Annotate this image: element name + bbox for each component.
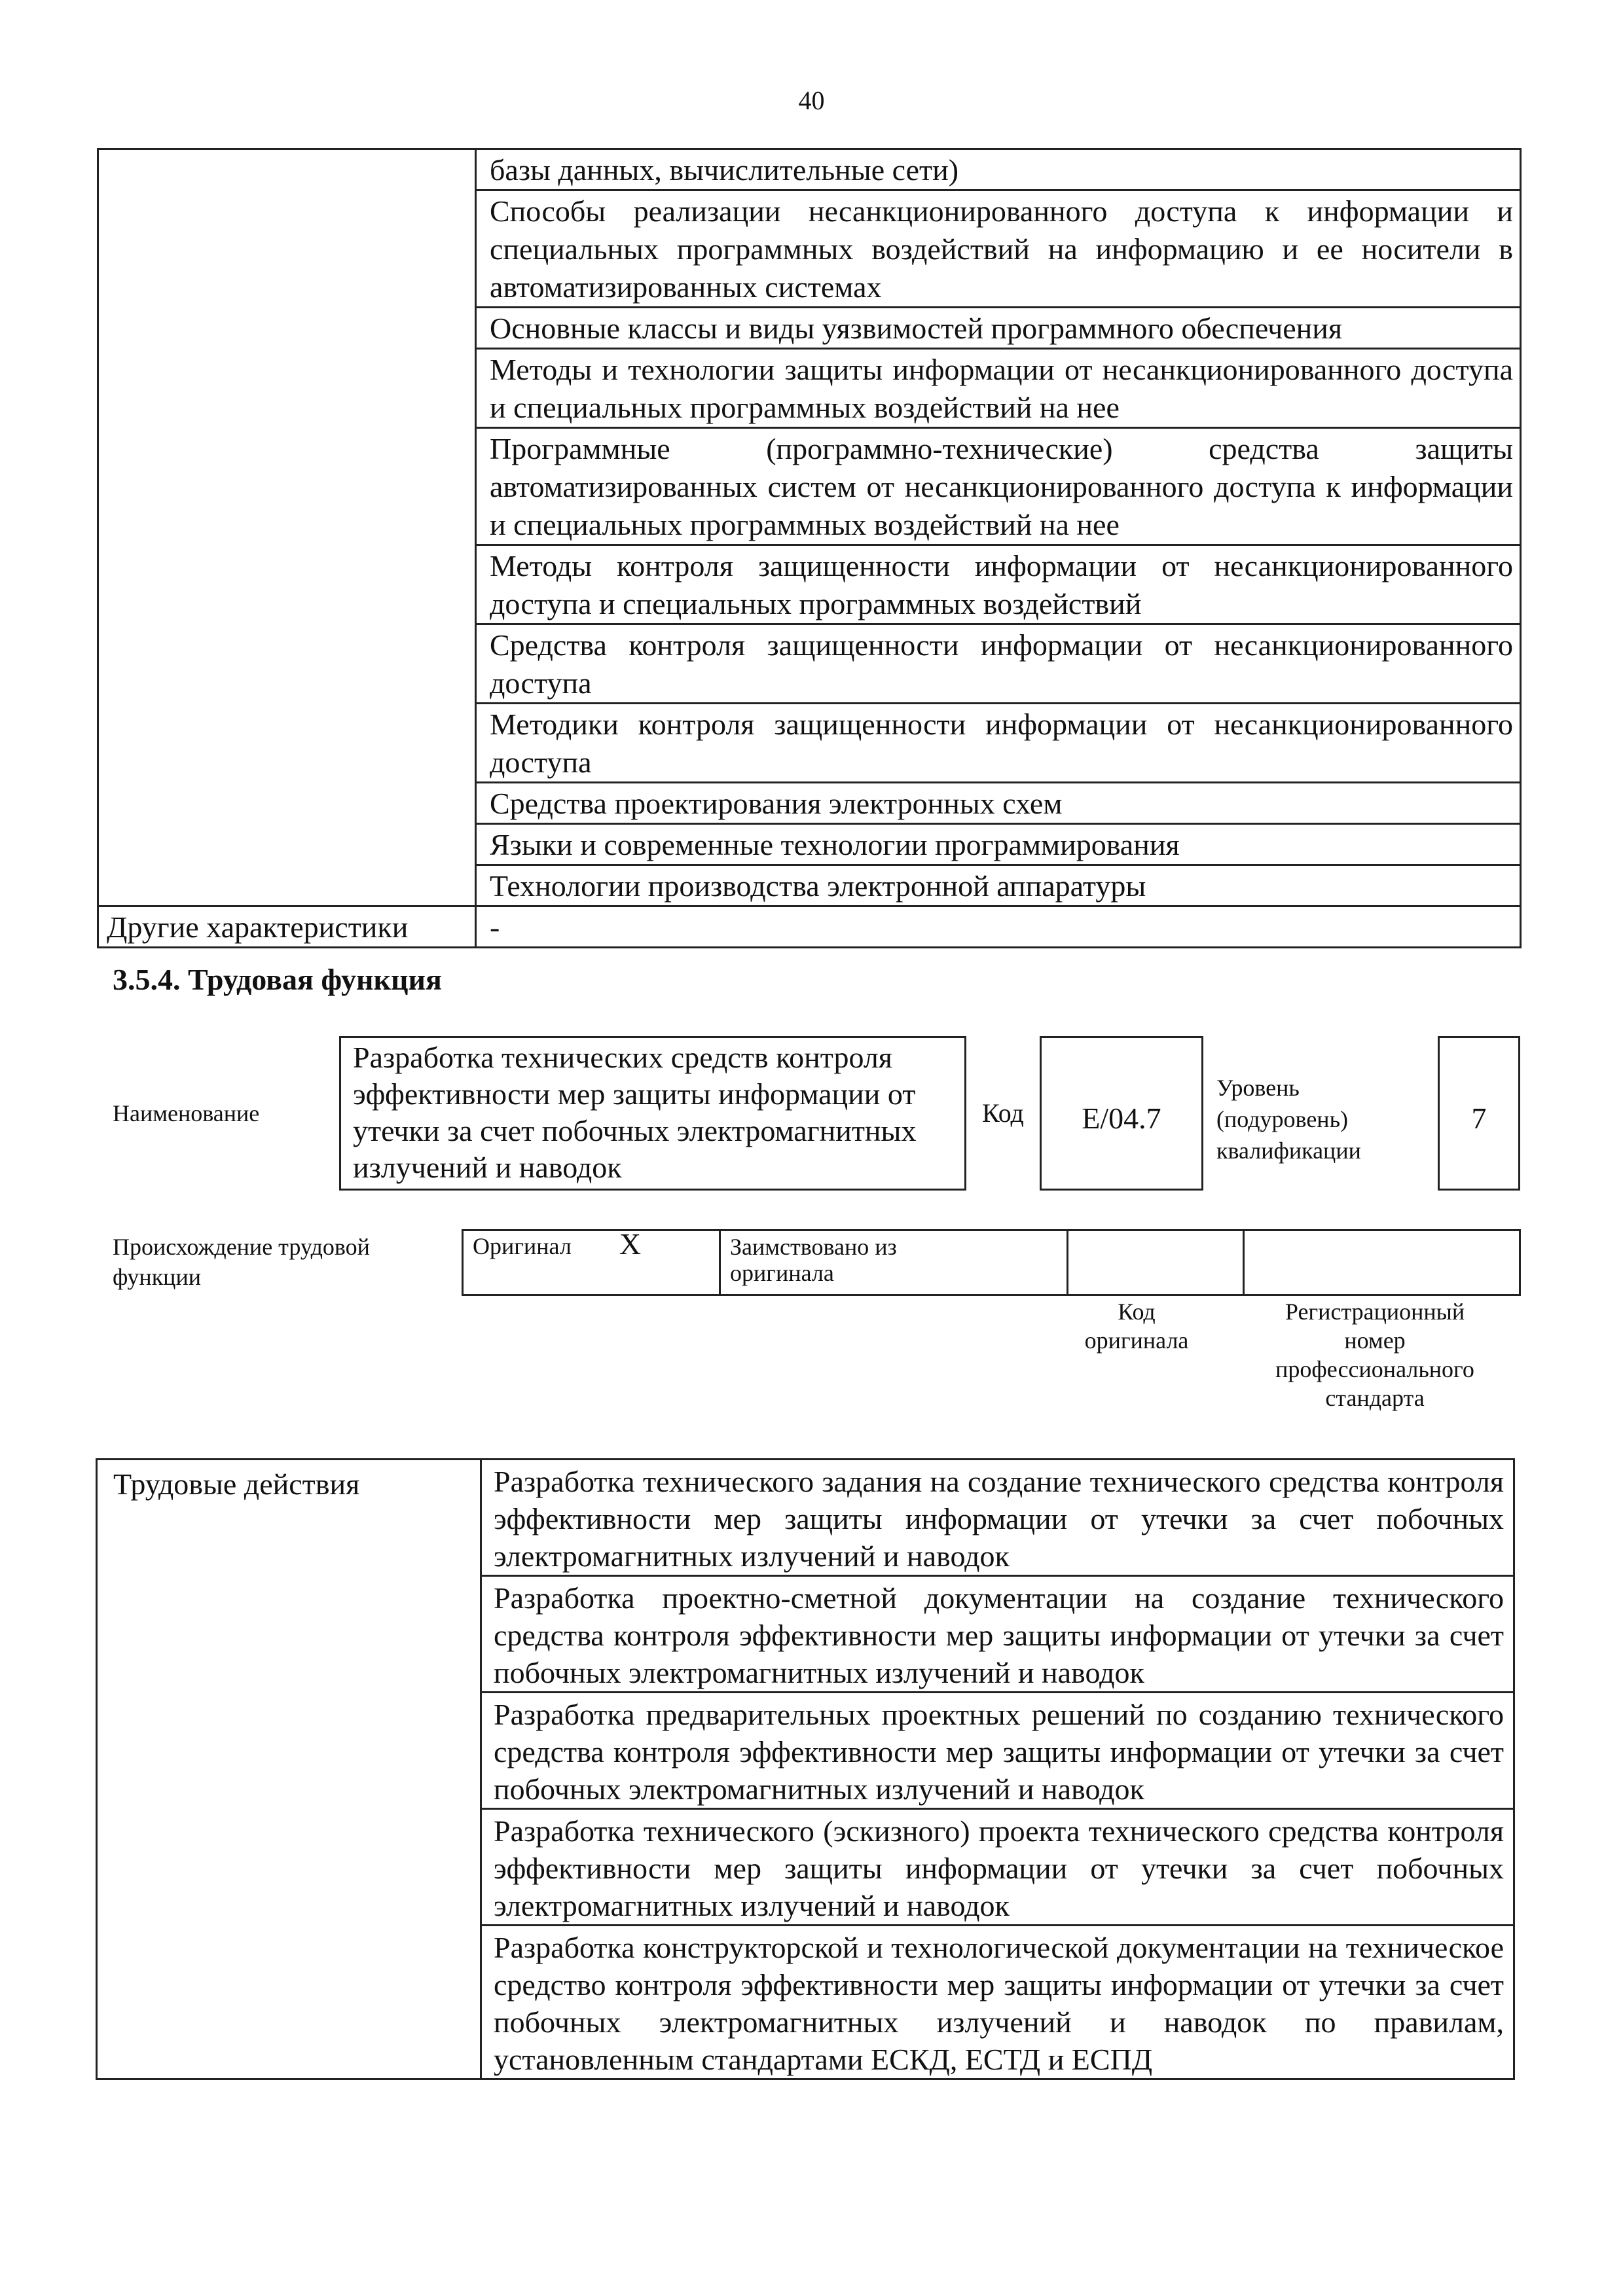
knowledge-item: Средства контроля защищенности информации от несанкционированного доступа [476,624,1521,704]
caption-line: профессионального [1275,1356,1474,1382]
knowledge-item: Средства проектирования электронных схем [476,783,1521,824]
labor-action-item: Разработка проектно-сметной документации на создание технического средства контроля эффективности мер защиты информации от утечки за счет побочных электромагнитных излучений и наводок [481,1576,1514,1693]
other-characteristics-label: Другие характеристики [98,906,476,948]
original-mark: X [619,1227,642,1261]
caption-line: номер [1344,1327,1406,1354]
code-label: Код [982,1098,1024,1128]
knowledge-item: Методы и технологии защиты информации от несанкционированного доступа и специальных программных воздействий на нее [476,349,1521,428]
knowledge-item: Методики контроля защищенности информации от несанкционированного доступа [476,704,1521,783]
labor-action-item: Разработка предварительных проектных решений по созданию технического средства контроля эффективности мер защиты информации от утечки за счет побочных электромагнитных излучений и наводок [481,1693,1514,1809]
caption-line: Регистрационный [1285,1299,1465,1325]
origin-table [462,1229,1521,1296]
level-label-line: (подуровень) [1216,1106,1348,1132]
original-code-caption [1051,1297,1222,1355]
page-number: 40 [798,86,825,115]
registration-number-cell [1244,1230,1520,1295]
knowledge-item: Методы контроля защищенности информации от несанкционированного доступа и специальных программных воздействий [476,545,1521,624]
knowledge-item: Технологии производства электронной аппаратуры [476,865,1521,906]
other-characteristics-value: - [476,906,1521,948]
caption-line: Код [1118,1299,1156,1325]
origin-label-line: функции [113,1264,201,1290]
origin-label [113,1232,370,1292]
original-cell [463,1227,720,1295]
section-title: 3.5.4. Трудовая функция [113,963,442,996]
name-label: Наименование [113,1100,260,1126]
knowledge-label-cell [98,149,476,906]
origin-label-line: Происхождение трудовой [113,1234,370,1260]
function-code-box: E/04.7 [1040,1036,1203,1191]
caption-line: оригинала [1084,1327,1189,1354]
qualification-level-box: 7 [1438,1036,1520,1191]
borrowed-cell [720,1230,1068,1295]
qualification-level-label [1216,1072,1361,1166]
registration-number-caption [1231,1297,1519,1412]
function-name-box: Разработка технических средств контроля эффективности мер защиты информации от утечки за счет побочных электромагнитных излучений и наводок [339,1036,966,1191]
borrowed-label-line: оригинала [730,1260,834,1286]
knowledge-item: Основные классы и виды уязвимостей программного обеспечения [476,308,1521,349]
level-label-line: Уровень [1216,1075,1300,1101]
labor-actions-table [96,1458,1515,2080]
labor-action-item: Разработка конструкторской и технологической документации на техническое средство контроля эффективности мер защиты информации от утечки за счет побочных электромагнитных излучений и наводок по правилам, установленным стандартами ЕСКД, ЕСТД и ЕСПД [481,1926,1514,2079]
knowledge-table [97,148,1522,948]
original-code-cell [1068,1230,1244,1295]
borrowed-label-line: Заимствовано из [730,1234,897,1260]
knowledge-item: Языки и современные технологии программирования [476,824,1521,865]
labor-action-item: Разработка технического задания на создание технического средства контроля эффективности мер защиты информации от утечки за счет побочных электромагнитных излучений и наводок [481,1460,1514,1576]
caption-line: стандарта [1325,1385,1425,1411]
level-label-line: квалификации [1216,1138,1361,1164]
knowledge-item: базы данных, вычислительные сети) [476,149,1521,190]
knowledge-item: Программные (программно-технические) средства защиты автоматизированных систем от несанкционированного доступа к информации и специальных программных воздействий на нее [476,428,1521,545]
knowledge-item: Способы реализации несанкционированного доступа к информации и специальных программных воздействий на информацию и ее носители в автоматизированных системах [476,190,1521,308]
labor-action-item: Разработка технического (эскизного) проекта технического средства контроля эффективности мер защиты информации от утечки за счет побочных электромагнитных излучений и наводок [481,1809,1514,1926]
original-label: Оригинал [473,1233,572,1259]
labor-actions-label: Трудовые действия [97,1460,481,2079]
